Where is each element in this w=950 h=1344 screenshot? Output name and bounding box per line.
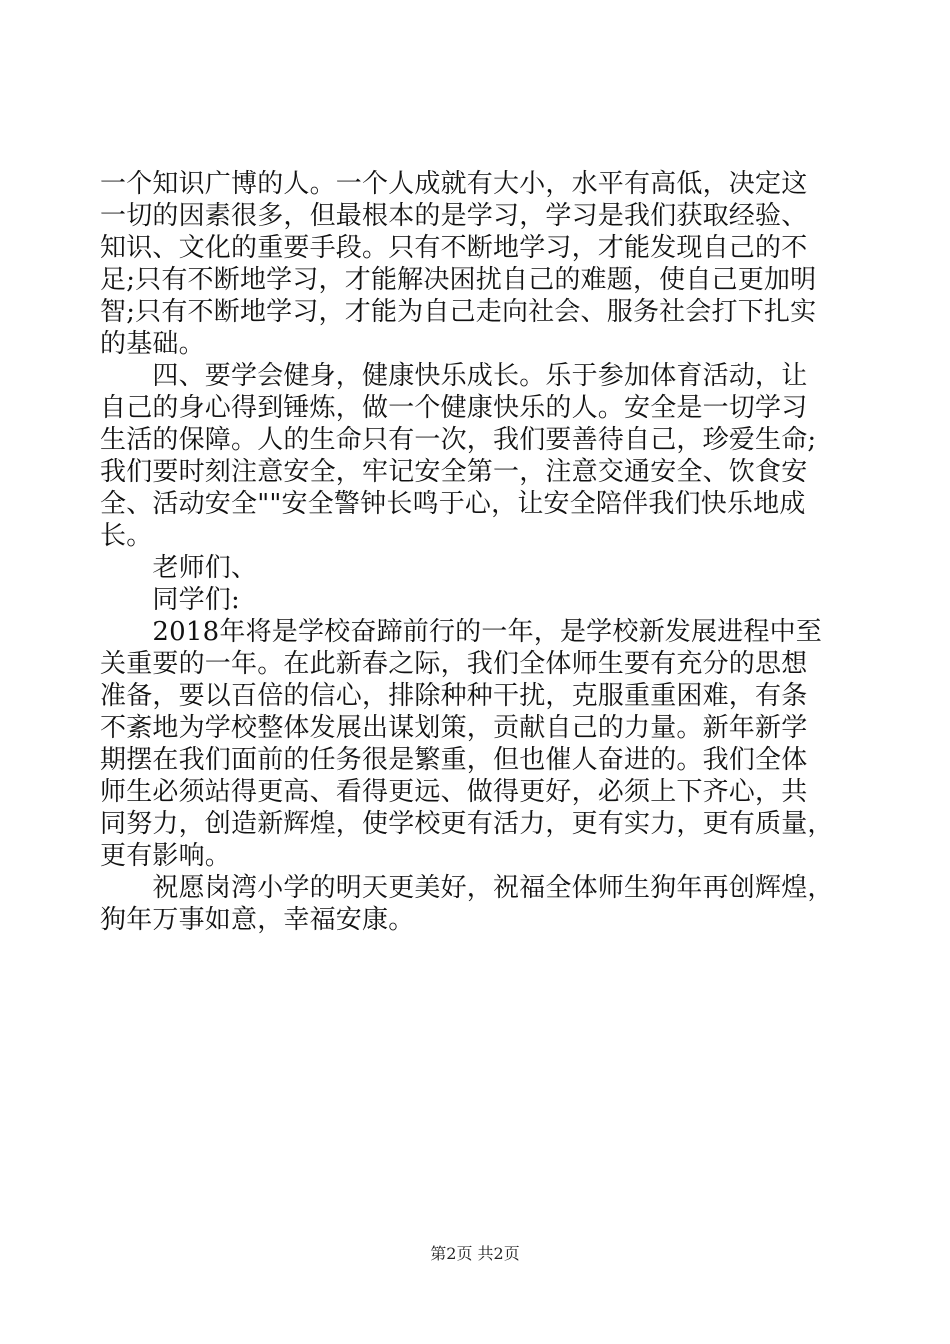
text-line: 关重要的一年。在此新春之际，我们全体师生要有充分的思想 [100,649,808,679]
text-line: 足;只有不断地学习，才能解决困扰自己的难题，使自己更加明 [100,265,817,295]
page-number-footer: 第2页 共2页 [430,1244,520,1263]
text-line: 一切的因素很多，但最根本的是学习，学习是我们获取经验、 [100,201,808,231]
text-line: 智;只有不断地学习，才能为自己走向社会、服务社会打下扎实 [100,297,817,327]
text-line: 2018年将是学校奋蹄前行的一年，是学校新发展进程中至 [100,617,822,647]
text-line: 自己的身心得到锤炼，做一个健康快乐的人。安全是一切学习 [100,393,808,423]
text-line: 生活的保障。人的生命只有一次，我们要善待自己，珍爱生命; [100,425,817,455]
text-line: 期摆在我们面前的任务很是繁重，但也催人奋进的。我们全体 [100,745,808,775]
text-line: 准备，要以百倍的信心，排除种种干扰，克服重重困难，有条 [100,681,808,711]
text-line: 长。 [100,521,153,551]
text-line: 不紊地为学校整体发展出谋划策，贡献自己的力量。新年新学 [100,713,808,743]
text-line: 一个知识广博的人。一个人成就有大小，水平有高低，决定这 [100,169,808,199]
text-line: 同努力，创造新辉煌，使学校更有活力，更有实力，更有质量， [100,809,834,839]
text-line: 全、活动安全""安全警钟长鸣于心，让安全陪伴我们快乐地成 [100,489,806,519]
text-line: 同学们: [100,585,240,615]
text-line: 师生必须站得更高、看得更远、做得更好，必须上下齐心，共 [100,777,808,807]
text-line: 狗年万事如意，幸福安康。 [100,905,415,935]
text-line: 更有影响。 [100,841,232,871]
text-line: 知识、文化的重要手段。只有不断地学习，才能发现自己的不 [100,233,808,263]
text-line: 我们要时刻注意安全，牢记安全第一，注意交通安全、饮食安 [100,457,808,487]
text-line: 的基础。 [100,329,205,359]
document-body [100,168,860,936]
text-line: 四、要学会健身，健康快乐成长。乐于参加体育活动，让 [100,361,808,391]
text-line: 老师们、 [100,553,258,583]
text-line: 祝愿岗湾小学的明天更美好，祝福全体师生狗年再创辉煌， [100,873,834,903]
